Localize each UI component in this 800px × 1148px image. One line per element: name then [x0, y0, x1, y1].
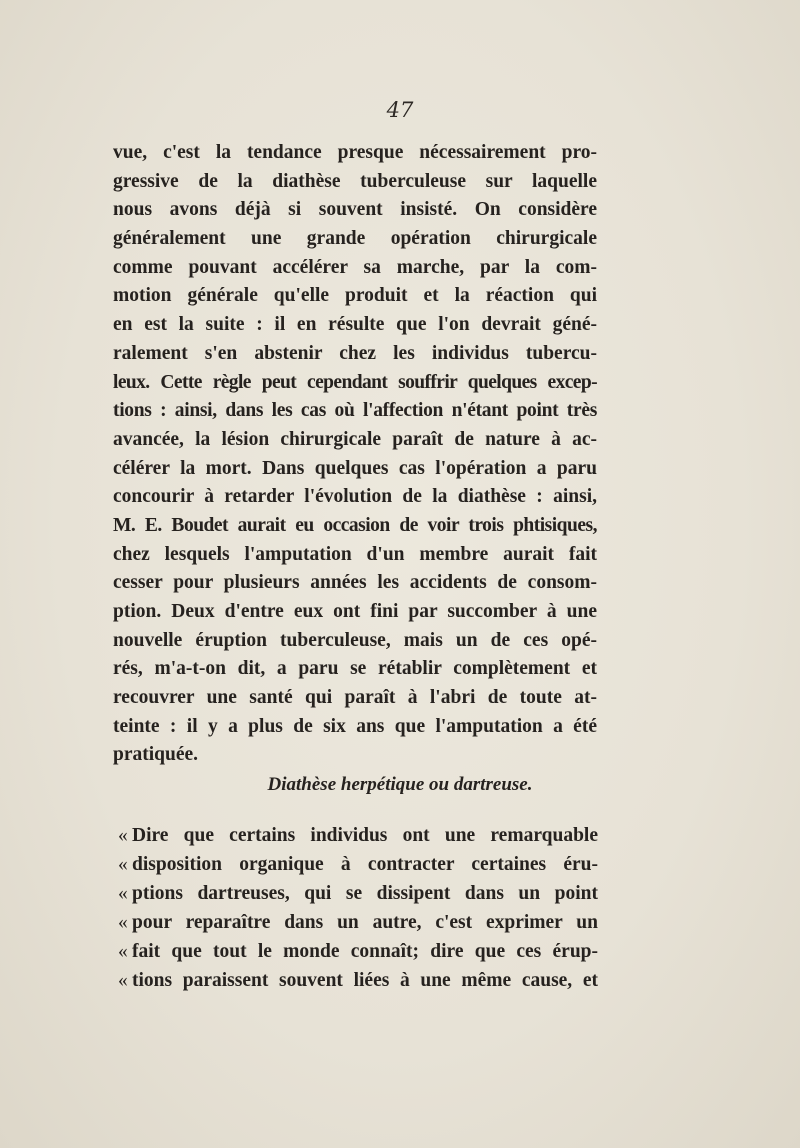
quote-line: [118, 821, 598, 850]
quote-text: fait que tout le monde connaît; dire que ces érup-: [132, 941, 598, 962]
text-line: ralement s'en abstenir chez les individus tubercu-: [113, 342, 597, 364]
text-line: avancée, la lésion chirurgicale paraît de nature à ac-: [113, 428, 597, 450]
text-line: en est la suite : il en résulte que l'on devrait géné-: [113, 314, 597, 336]
text-line: pratiquée.: [113, 744, 199, 766]
text-line: tions : ainsi, dans les cas où l'affection n'étant point très: [113, 400, 597, 422]
text-line: célérer la mort. Dans quelques cas l'opération a paru: [113, 457, 597, 479]
quote-text: tions paraissent souvent liées à une même cause, et: [132, 970, 598, 991]
quote-mark: «: [118, 854, 128, 875]
text-line: vue, c'est la tendance presque nécessairement pro-: [113, 142, 597, 163]
quote-text: pour reparaître dans un autre, c'est exprimer un: [132, 912, 598, 933]
text-line: recouvrer une santé qui paraît à l'abri de toute at-: [113, 687, 597, 709]
quote-line: [118, 850, 598, 879]
text-line: nouvelle éruption tuberculeuse, mais un de ces opé-: [113, 629, 597, 651]
quote-mark: «: [118, 912, 128, 933]
text-line: gressive de la diathèse tuberculeuse sur laquelle: [113, 170, 597, 192]
quote-text: ptions dartreuses, qui se dissipent dans un point: [132, 883, 598, 904]
quote-line: [118, 966, 598, 995]
quote-mark: «: [118, 970, 128, 991]
text-line: chez lesquels l'amputation d'un membre aurait fait: [113, 543, 597, 565]
quote-line: [118, 879, 598, 908]
quote-text: disposition organique à contracter certaines éru-: [132, 854, 598, 875]
body-paragraph: [113, 139, 597, 770]
text-line: M. E. Boudet aurait eu occasion de voir trois phtisiques,: [113, 514, 597, 536]
quotation-block: [118, 821, 598, 995]
text-line: nous avons déjà si souvent insisté. On considère: [113, 199, 597, 221]
text-line: généralement une grande opération chirurgicale: [113, 228, 597, 250]
text-line: comme pouvant accélérer sa marche, par la com-: [113, 256, 597, 278]
text-line: teinte : il y a plus de six ans que l'amputation a été: [113, 715, 597, 737]
text-line: ption. Deux d'entre eux ont fini par succomber à une: [113, 601, 597, 622]
text-line: motion générale qu'elle produit et la réaction qui: [113, 285, 597, 307]
text-line: cesser pour plusieurs années les accidents de consom-: [113, 572, 597, 594]
section-heading: Diathèse herpétique ou dartreuse.: [267, 774, 533, 795]
quote-line: [118, 937, 598, 966]
text-line: concourir à retarder l'évolution de la diathèse : ainsi,: [113, 486, 597, 508]
quote-text: Dire que certains individus ont une remarquable: [132, 825, 598, 846]
quote-mark: «: [118, 941, 128, 962]
page-number: 47: [386, 98, 414, 122]
quote-mark: «: [118, 825, 128, 846]
text-line: rés, m'a-t-on dit, a paru se rétablir complètement et: [113, 658, 597, 680]
quote-mark: «: [118, 883, 128, 904]
quote-line: [118, 908, 598, 937]
text-line: leux. Cette règle peut cependant souffrir quelques excep-: [113, 371, 597, 393]
